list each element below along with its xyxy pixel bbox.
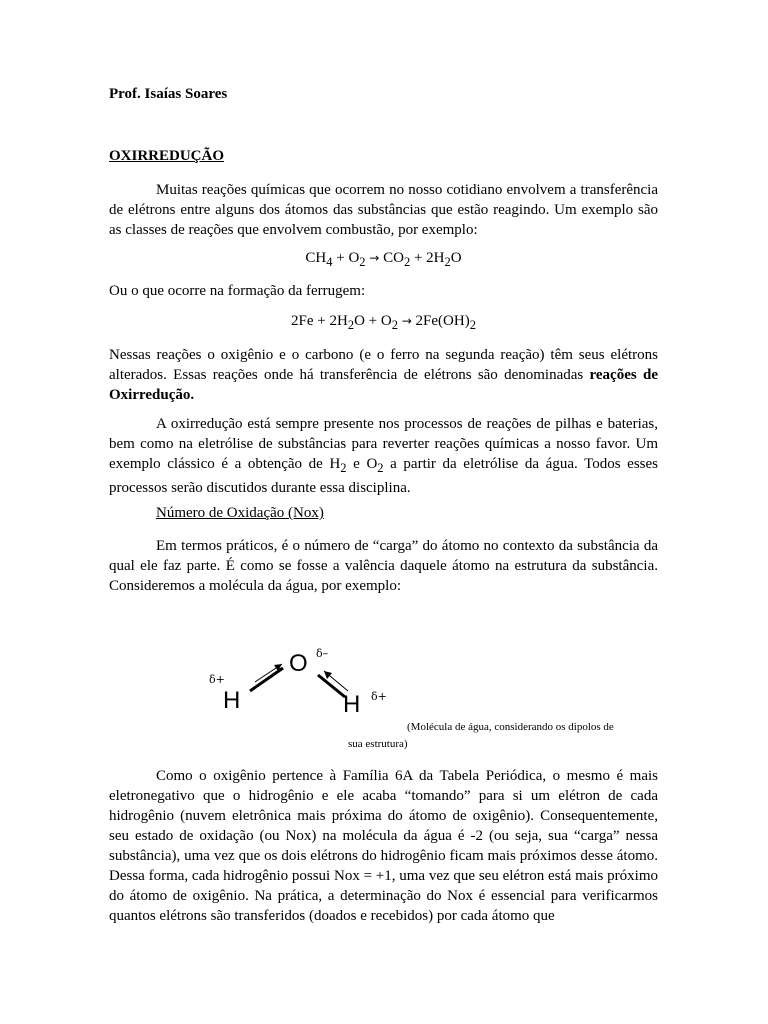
intro-paragraph: Muitas reações químicas que ocorrem no nosso cotidiano envolvem a transferência de elétrons entre alguns dos átomos das substâncias que estão reagindo. Um exemplo são as classes de reações que envolvem combustão, por exemplo:: [109, 182, 658, 238]
nox-definition-paragraph: Em termos práticos, é o número de “carga” do átomo no contexto da substância da qual ele faz parte. É como se fosse a valência daquele átomo na estrutura da substância. Consideremos a molécula da água, por exemplo:: [109, 538, 658, 594]
combustion-equation: $CH_4 + O_2 \to CO_2 + 2H_2O$: [305, 250, 462, 269]
water-molecule-diagram: [195, 640, 425, 720]
electrolysis-paragraph: A oxirredução está sempre presente nos processos de reações de pilhas e baterias, bem como na eletrólise de substâncias para reverter reações químicas a nosso favor. Um exemplo clássico é a obtenção de $H_2$ e $O_2$ a partir da eletrólise da água. Todos esses processos serão discutidos durante essa disciplina.: [109, 416, 658, 496]
delta-plus-left-label: δ+: [209, 673, 225, 686]
figure-caption-line2: sua estrutura): [348, 738, 408, 750]
bond-left: [250, 668, 283, 691]
nox-explanation-paragraph: Como o oxigênio pertence à Família 6A da Tabela Periódica, o mesmo é mais eletronegativo que o hidrogênio e ele acaba “tomando” para si um elétron de cada hidrogênio (nuvem eletrônica mais próxima do átomo de oxigênio). Consequentemente, seu estado de oxidação (ou Nox) na molécula da água é -2 (ou seja, sua “carga” nessa substância), uma vez que os dois elétrons do hidrogênio ficam mais próximos desse átomo. Dessa forma, cada hidrogênio possui Nox = +1, uma vez que seu elétron está mais próximo do átomo de oxigênio. Na prática, a determinação do Nox é essencial para verificarmos quantos elétrons são transferidos (doados e recebidos) por cada átomo que: [109, 768, 658, 924]
author-name: Prof. Isaías Soares: [109, 86, 228, 102]
hydrogen-atom-right: H: [343, 691, 361, 718]
definition-paragraph: Nessas reações o oxigênio e o carbono (e o ferro na segunda reação) têm seus elétrons alterados. Essas reações onde há transferência de elétrons são denominadas reações de Oxirredução.: [109, 347, 658, 403]
key-term: reações de Oxirredução.: [109, 367, 658, 403]
oxygen-atom: O: [289, 650, 308, 677]
section-title: OXIRREDUÇÃO: [109, 148, 225, 164]
reaction-arrow-icon: →: [369, 251, 380, 265]
delta-minus-label: δ–: [316, 647, 329, 660]
delta-plus-right-label: δ+: [371, 690, 387, 703]
rust-intro-line: Ou o que ocorre na formação da ferrugem:: [109, 283, 366, 299]
dipole-arrowhead-right-icon: [324, 671, 332, 679]
figure-caption-line1: (Molécula de água, considerando os dipolos de: [407, 721, 614, 733]
hydrogen-atom-left: H: [223, 687, 241, 714]
subsection-title: Número de Oxidação (Nox): [156, 505, 324, 521]
bond-right: [318, 675, 345, 697]
rust-equation: $2Fe + 2H_2O + O_2 \to 2Fe(OH)_2$: [291, 313, 476, 332]
reaction-arrow-icon: →: [401, 314, 412, 328]
